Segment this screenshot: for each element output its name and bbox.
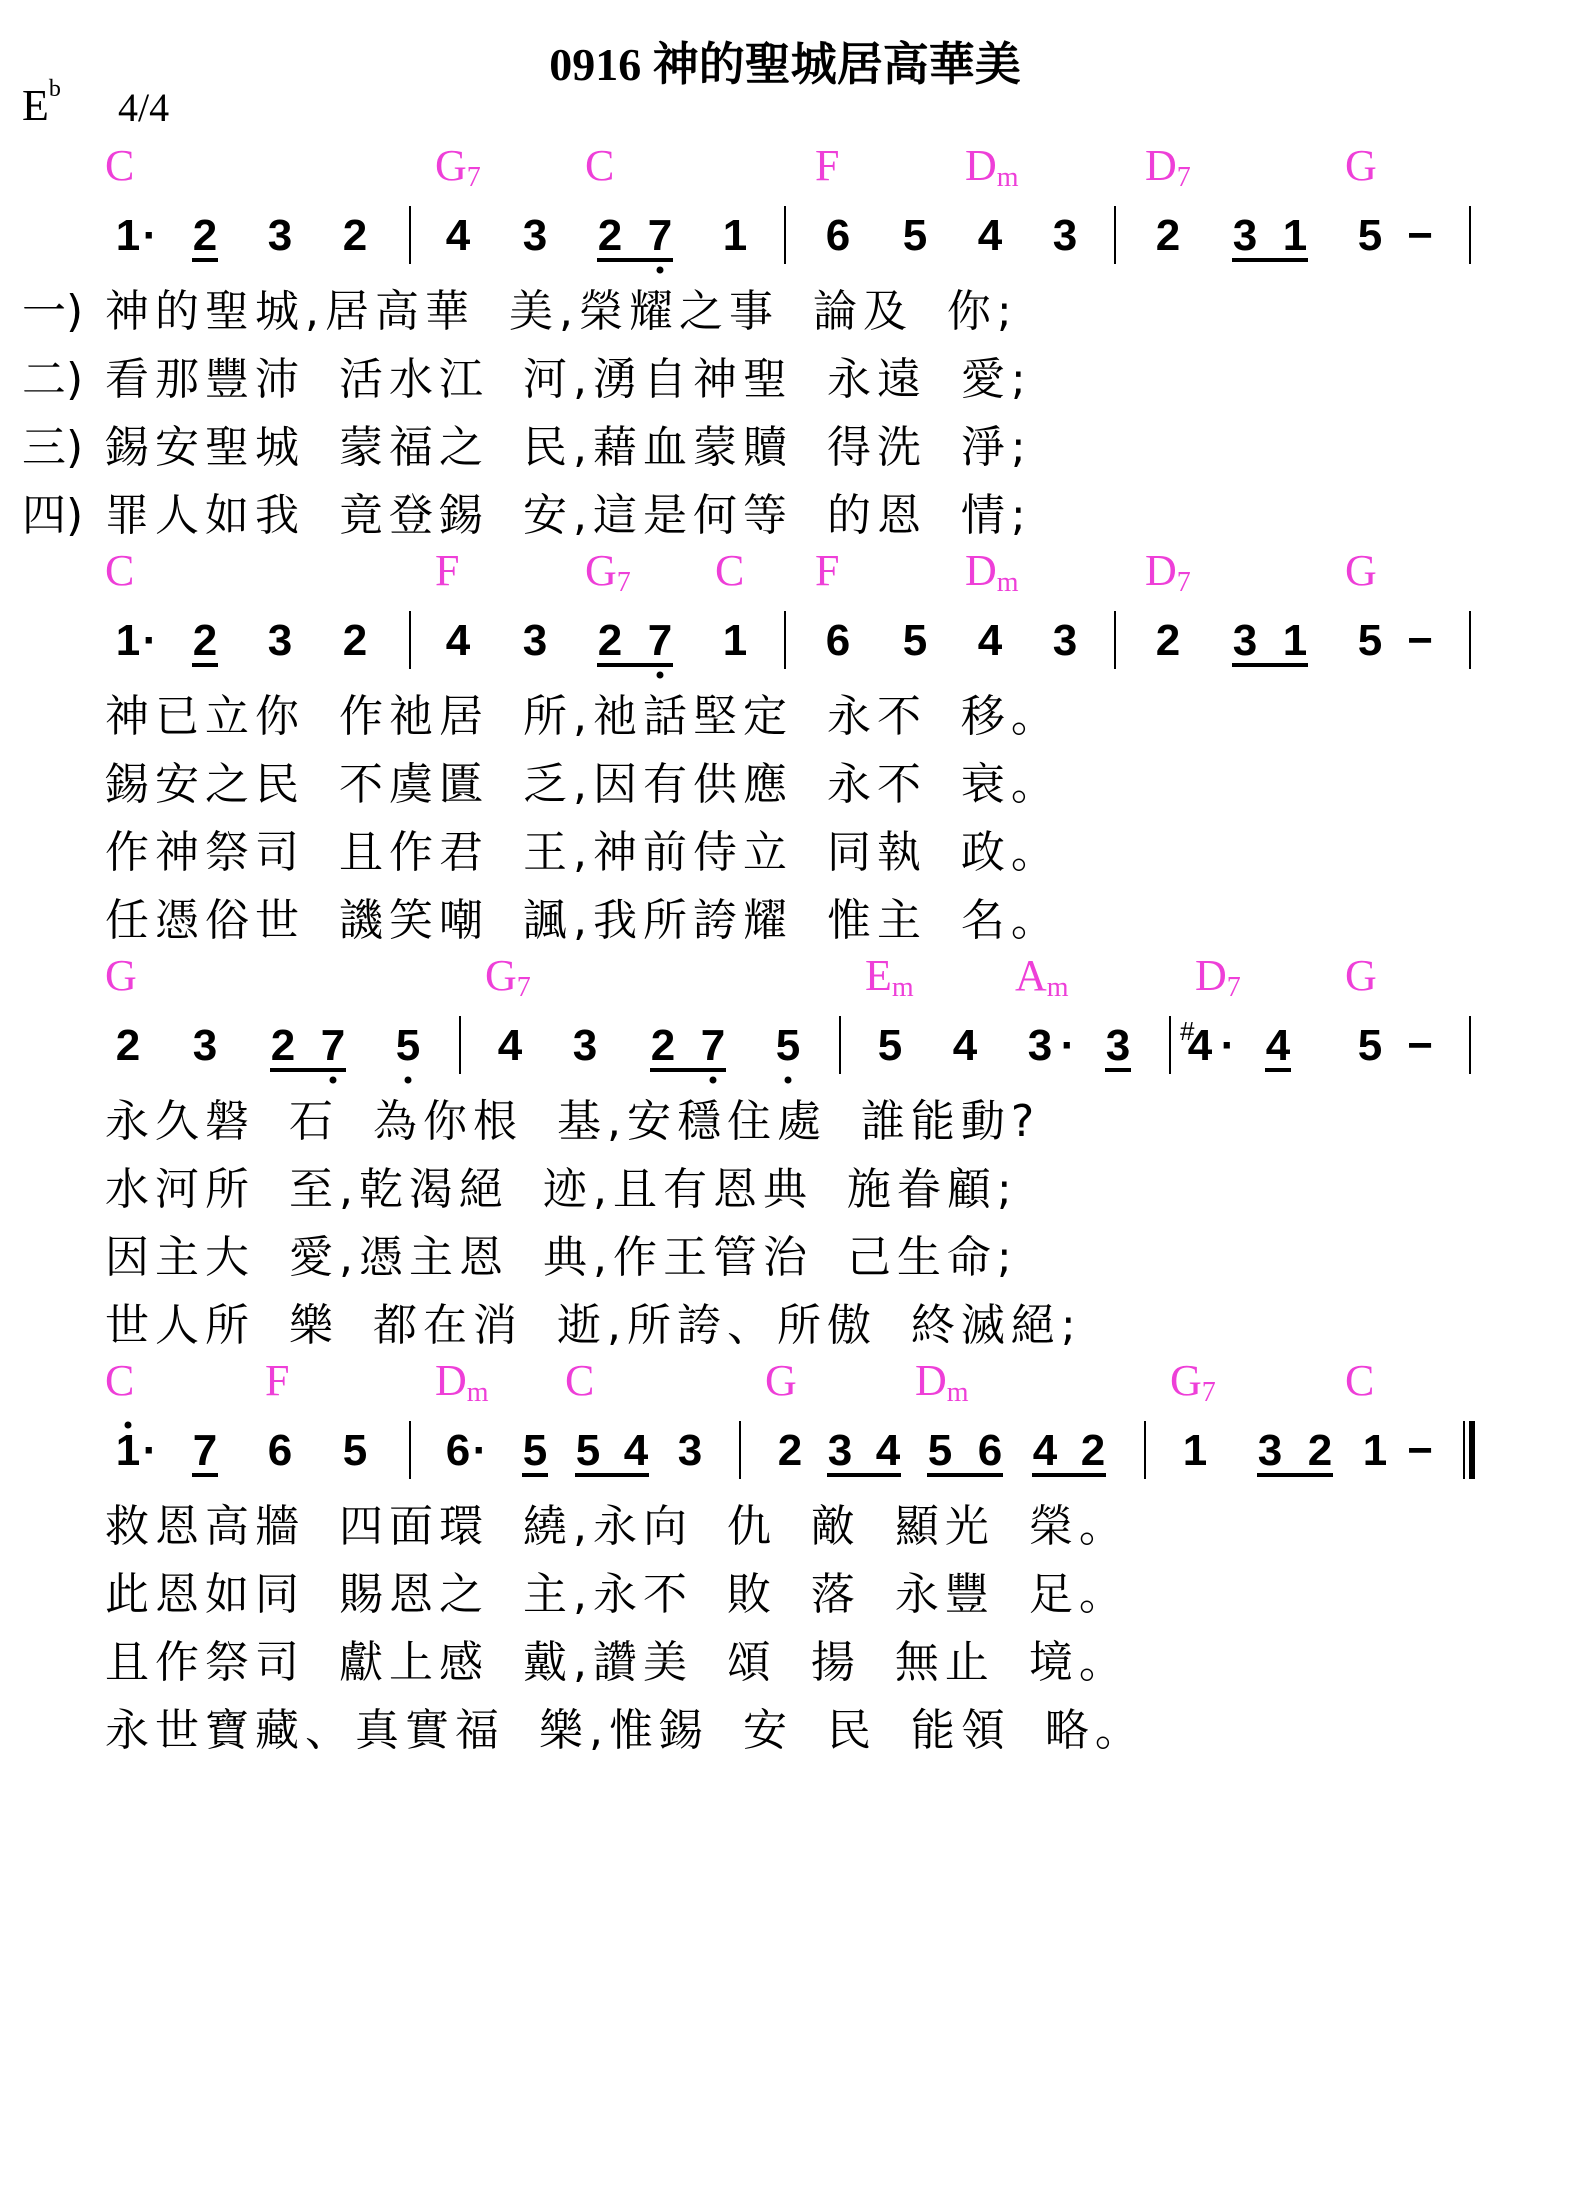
- score-system: [0, 950, 1570, 1350]
- chord-root: D: [915, 1356, 947, 1405]
- chord-symbol: [1145, 545, 1191, 596]
- chord-root: F: [815, 141, 840, 190]
- note-digit: [1283, 616, 1307, 665]
- chord-symbol: [105, 545, 134, 596]
- chord-root: F: [435, 546, 460, 595]
- verse-text: 永世寶藏、真實福 樂,惟錫 安 民 能領 略。: [105, 1705, 1145, 1756]
- chord-symbol: [1170, 1355, 1216, 1406]
- sharp-sign: [1180, 1016, 1195, 1046]
- note-digit: [268, 1426, 292, 1475]
- chord-symbol: [1145, 140, 1191, 191]
- duration-dot: [143, 211, 158, 260]
- note-digit: [903, 211, 927, 260]
- chord-symbol: [1345, 545, 1377, 596]
- verse-number: 一): [22, 286, 84, 337]
- note-digit: [678, 1426, 702, 1475]
- chord-symbol: [435, 1355, 489, 1406]
- note-digit: [876, 1426, 901, 1475]
- chord-quality: m: [1046, 972, 1069, 1003]
- notation-row: [0, 208, 1570, 268]
- chord-symbol: [105, 1355, 134, 1406]
- note-digit: [523, 616, 547, 665]
- chord-symbol: [105, 950, 137, 1001]
- note-digit: [828, 1426, 852, 1475]
- chord-quality: m: [996, 567, 1019, 598]
- chord-symbol: [1195, 950, 1241, 1001]
- note-digit: [1358, 616, 1382, 665]
- verse-text: 作神祭司 且作君 王,神前侍立 同執 政。: [105, 827, 1061, 878]
- chord-row: [0, 545, 1570, 598]
- verse-text: 永久磐 石 為你根 基,安穩住處 誰能動?: [105, 1096, 1041, 1147]
- note-digit: [1156, 211, 1180, 260]
- chord-root: C: [715, 546, 745, 595]
- note-digit: [321, 1021, 345, 1070]
- duration-dot: [1221, 1021, 1236, 1070]
- notation-row: [0, 1423, 1570, 1483]
- chord-root: E: [865, 951, 892, 1000]
- notation-row: [0, 1018, 1570, 1078]
- note-digit: [648, 616, 672, 665]
- note-digit: [1308, 1426, 1332, 1475]
- note-digit: [598, 211, 622, 260]
- chord-symbol: [815, 545, 839, 596]
- note-digit: [446, 211, 471, 260]
- extension-dash: [1407, 211, 1433, 260]
- note-digit: [1106, 1021, 1130, 1070]
- key-note: E: [22, 81, 49, 130]
- chord-root: D: [1195, 951, 1227, 1000]
- note-digit: [928, 1426, 952, 1475]
- note-digit: [523, 211, 547, 260]
- verse-text: 錫安聖城 蒙福之 民,藉血蒙贖 得洗 淨;: [105, 422, 1032, 473]
- chord-root: G: [105, 951, 137, 1000]
- chord-root: C: [585, 141, 615, 190]
- chord-symbol: [965, 140, 1019, 191]
- notation-row: [0, 613, 1570, 673]
- note-digit: [701, 1021, 725, 1070]
- chord-row: [0, 140, 1570, 193]
- lower-octave-dot: [657, 672, 664, 679]
- chord-root: C: [105, 546, 135, 595]
- verse-text: 且作祭司 獻上感 戴,讚美 頌 揚 無止 境。: [105, 1637, 1129, 1688]
- verse-number: 三): [22, 422, 84, 473]
- note-digit: [1258, 1426, 1282, 1475]
- lower-octave-dot: [710, 1077, 717, 1084]
- score-system: [0, 140, 1570, 540]
- chord-root: C: [1345, 1356, 1375, 1405]
- lower-octave-dot: [785, 1077, 792, 1084]
- verse-text: 因主大 愛,憑主恩 典,作王管治 己生命;: [105, 1232, 1018, 1283]
- extension-dash: [1407, 1021, 1433, 1070]
- note-digit: [878, 1021, 902, 1070]
- chord-root: D: [1145, 546, 1177, 595]
- chord-symbol: [565, 1355, 594, 1406]
- note-digit: [651, 1021, 675, 1070]
- note-digit: [723, 211, 747, 260]
- duration-dot: [143, 616, 158, 665]
- note-digit: [1363, 1426, 1387, 1475]
- upper-octave-dot: [125, 1422, 132, 1429]
- chord-root: A: [1015, 951, 1047, 1000]
- chord-root: C: [105, 141, 135, 190]
- chord-quality: 7: [1226, 972, 1241, 1003]
- note-digit: [193, 1021, 217, 1070]
- chord-quality: m: [946, 1377, 969, 1408]
- note-digit: [523, 1426, 547, 1475]
- score-system: [0, 545, 1570, 945]
- chord-quality: 7: [1201, 1377, 1216, 1408]
- note-digit: [903, 616, 927, 665]
- chord-root: D: [1145, 141, 1177, 190]
- note-digit: [1283, 211, 1307, 260]
- chord-symbol: [585, 140, 614, 191]
- chord-root: G: [485, 951, 517, 1000]
- note-digit: [268, 616, 292, 665]
- time-signature: 4/4: [118, 85, 170, 130]
- chord-root: G: [435, 141, 467, 190]
- chord-symbol: [815, 140, 839, 191]
- lower-octave-dot: [330, 1077, 337, 1084]
- note-digit: [576, 1426, 600, 1475]
- chord-symbol: [265, 1355, 289, 1406]
- note-digit: [396, 1021, 420, 1070]
- chord-quality: 7: [1176, 567, 1191, 598]
- note-digit: [343, 211, 367, 260]
- note-digit: [826, 211, 850, 260]
- chord-symbol: [105, 140, 134, 191]
- chord-root: C: [105, 1356, 135, 1405]
- chord-symbol: [1345, 1355, 1374, 1406]
- chord-quality: m: [996, 162, 1019, 193]
- chord-row: [0, 950, 1570, 1003]
- note-digit: [193, 211, 217, 260]
- note-digit: [193, 616, 217, 665]
- chord-root: D: [965, 546, 997, 595]
- chord-root: G: [585, 546, 617, 595]
- notation-svg: [0, 1423, 1570, 1493]
- duration-dot: [1061, 1021, 1076, 1070]
- verse-text: 救恩高牆 四面環 繞,永向 仇 敵 顯光 榮。: [105, 1501, 1129, 1552]
- note-digit: [648, 211, 672, 260]
- chord-quality: m: [891, 972, 914, 1003]
- note-digit: [268, 211, 292, 260]
- verse-text: 世人所 樂 都在消 逝,所誇、所傲 終滅絕;: [105, 1300, 1082, 1351]
- key-signature: [22, 76, 61, 131]
- chord-symbol: [585, 545, 631, 596]
- chord-quality: m: [466, 1377, 489, 1408]
- note-digit: [116, 1426, 140, 1475]
- extension-dash: [1407, 1426, 1433, 1475]
- chord-quality: 7: [616, 567, 631, 598]
- chord-symbol: [1345, 950, 1377, 1001]
- chord-quality: 7: [466, 162, 481, 193]
- chord-symbol: [715, 545, 744, 596]
- note-digit: [573, 1021, 597, 1070]
- chord-symbol: [1345, 140, 1377, 191]
- notation-svg: [0, 1018, 1570, 1088]
- note-digit: [978, 616, 1003, 665]
- note-digit: [498, 1021, 523, 1070]
- note-digit: [116, 616, 140, 665]
- notation-svg: [0, 613, 1570, 683]
- verse-text: 此恩如同 賜恩之 主,永不 敗 落 永豐 足。: [105, 1569, 1129, 1620]
- note-digit: [1233, 616, 1257, 665]
- verse-text: 看那豐沛 活水江 河,湧自神聖 永遠 愛;: [105, 354, 1032, 405]
- note-digit: [978, 211, 1003, 260]
- chord-symbol: [915, 1355, 969, 1406]
- notation-svg: [0, 208, 1570, 278]
- note-digit: [1266, 1021, 1291, 1070]
- chord-symbol: [965, 545, 1019, 596]
- note-digit: [778, 1426, 802, 1475]
- note-digit: [598, 616, 622, 665]
- chord-root: G: [1345, 546, 1377, 595]
- chord-root: C: [565, 1356, 595, 1405]
- note-digit: [1156, 616, 1180, 665]
- note-digit: [1053, 211, 1077, 260]
- chord-quality: 7: [1176, 162, 1191, 193]
- duration-dot: [473, 1426, 488, 1475]
- note-digit: [446, 1426, 470, 1475]
- chord-symbol: [865, 950, 914, 1001]
- verse-text: 神已立你 作祂居 所,祂話堅定 永不 移。: [105, 691, 1061, 742]
- chord-root: F: [265, 1356, 290, 1405]
- note-digit: [1081, 1426, 1105, 1475]
- chord-root: G: [1345, 951, 1377, 1000]
- note-digit: [978, 1426, 1002, 1475]
- chord-root: G: [1345, 141, 1377, 190]
- verse-text: 錫安之民 不虞匱 乏,因有供應 永不 衰。: [105, 759, 1061, 810]
- chord-root: D: [965, 141, 997, 190]
- note-digit: [193, 1426, 217, 1475]
- key-accidental: b: [48, 76, 61, 103]
- verse-text: 神的聖城,居高華 美,榮耀之事 論及 你;: [105, 286, 1018, 337]
- note-digit: [723, 616, 747, 665]
- note-digit: [826, 616, 850, 665]
- chord-symbol: [485, 950, 531, 1001]
- lower-octave-dot: [657, 267, 664, 274]
- note-digit: [446, 616, 471, 665]
- verse-text: 罪人如我 竟登錫 安,這是何等 的恩 情;: [105, 490, 1032, 541]
- chord-root: F: [815, 546, 840, 595]
- chord-quality: 7: [516, 972, 531, 1003]
- chord-root: G: [1170, 1356, 1202, 1405]
- verse-text: 任憑俗世 譏笑嘲 諷,我所誇耀 惟主 名。: [105, 895, 1061, 946]
- note-digit: [1358, 1021, 1382, 1070]
- note-digit: [1033, 1426, 1058, 1475]
- note-digit: [1053, 616, 1077, 665]
- chord-symbol: [1015, 950, 1069, 1001]
- extension-dash: [1407, 616, 1433, 665]
- lower-octave-dot: [405, 1077, 412, 1084]
- note-digit: [1233, 211, 1257, 260]
- verse-number: 四): [22, 490, 84, 541]
- note-digit: [953, 1021, 978, 1070]
- note-digit: [776, 1021, 800, 1070]
- song-title: 0916 神的聖城居高華美: [549, 39, 1021, 90]
- chord-symbol: [765, 1355, 797, 1406]
- chord-root: D: [435, 1356, 467, 1405]
- duration-dot: [143, 1426, 158, 1475]
- note-digit: [116, 1021, 140, 1070]
- note-digit: [1028, 1021, 1052, 1070]
- chord-root: G: [765, 1356, 797, 1405]
- note-digit: [624, 1426, 649, 1475]
- score-system: [0, 1355, 1570, 1755]
- note-digit: [116, 211, 140, 260]
- note-digit: [1183, 1426, 1207, 1475]
- note-digit: [1358, 211, 1382, 260]
- verse-number: 二): [22, 354, 84, 405]
- chord-symbol: [435, 140, 481, 191]
- note-digit: [343, 616, 367, 665]
- verse-text: 水河所 至,乾渴絕 迹,且有恩典 施眷顧;: [105, 1164, 1018, 1215]
- note-digit: [271, 1021, 295, 1070]
- chord-row: [0, 1355, 1570, 1408]
- chord-symbol: [435, 545, 459, 596]
- note-digit: [343, 1426, 367, 1475]
